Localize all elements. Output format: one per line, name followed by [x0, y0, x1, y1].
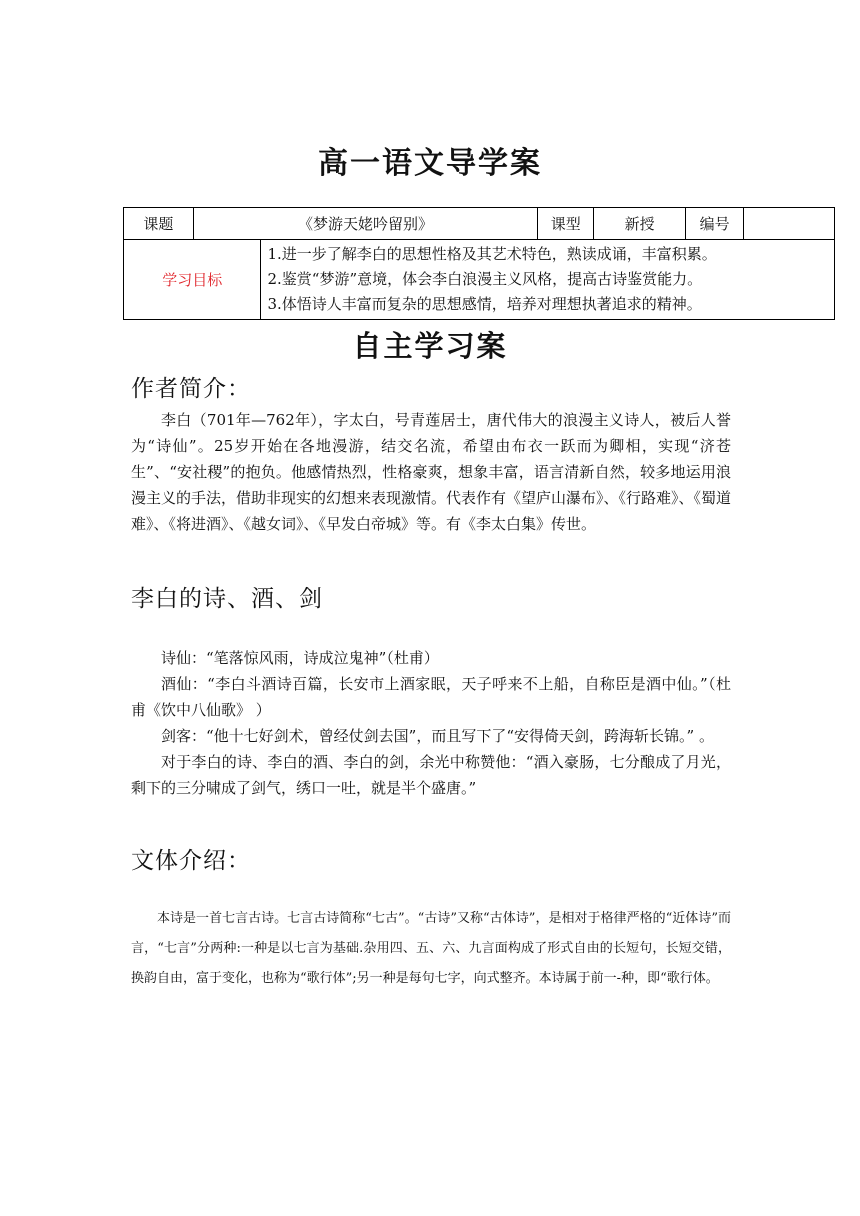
author-paragraph: 李白（701年—762年），字太白，号青莲居士，唐代伟大的浪漫主义诗人，被后人誉为“诗仙”。25岁开始在各地漫游，结交名流，希望由布衣一跃而为卿相，实现“济苍生”、“安社稷”的抱负。他感情热烈，性格豪爽，想象丰富，语言清新自然，较多地运用浪漫主义的手法，借助非现实的幻想来表现激情。代表作有《望庐山瀑布》、《行路难》、《蜀道难》、《将进酒》、《越女词》、《早发白帝城》等。有《李太白集》传世。: [131, 411, 732, 533]
number-value: [744, 208, 835, 240]
course-info-table: [123, 207, 835, 320]
course-info-row: [124, 208, 835, 240]
number-label: 编号: [686, 208, 744, 240]
poetry-line: 剑客：“他十七好剑术，曾经仗剑去国”，而且写下了“安得倚天剑，跨海斩长锦。” 。: [161, 727, 714, 745]
learning-goals-label: 学习目标: [124, 240, 261, 320]
subject-value: 《梦游天姥吟留别》: [193, 208, 537, 240]
subject-label: 课题: [124, 208, 194, 240]
lesson-type-label: 课型: [538, 208, 594, 240]
poetry-lines: [131, 645, 731, 801]
learning-goals-list: [261, 240, 835, 320]
poetry-heading: 李白的诗、酒、剑: [131, 586, 323, 612]
genre-heading: 文体介绍：: [131, 848, 251, 874]
learning-goal-item: 2.鉴赏“梦游”意境，体会李白浪漫主义风格，提高古诗鉴赏能力。: [267, 270, 703, 288]
learning-goal-item: 3.体悟诗人丰富而复杂的思想感情，培养对理想执著追求的精神。: [267, 295, 702, 313]
poetry-line: 诗仙：“笔落惊风雨，诗成泣鬼神”（杜甫）: [161, 649, 439, 667]
author-heading: 作者简介：: [131, 376, 251, 402]
document-title: 高一语文导学案: [318, 146, 542, 181]
genre-paragraph: 本诗是一首七言古诗。七言古诗简称“七古”。“古诗”又称“古体诗”，是相对于格律严格的“近体诗”而言，“七言”分两种:一种是以七言为基础.杂用四、五、六、九言面构成了形式自由的长短句，长短交错，换韵自由，富于变化，也称为“歌行体”;另一种是每句七字，向式整齐。本诗属于前一-种，即“歌行体。: [131, 911, 731, 986]
section-title: 自主学习案: [352, 329, 508, 363]
learning-goals-row: [124, 240, 835, 320]
poetry-line: 酒仙：“李白斗酒诗百篇，长安市上酒家眠，天子呼来不上船，自称臣是酒中仙。”（杜甫《饮中八仙歌》 ）: [131, 675, 731, 719]
learning-goal-item: 1.进一步了解李白的思想性格及其艺术特色，熟读成诵，丰富积累。: [267, 245, 717, 263]
lesson-type-value: 新授: [594, 208, 686, 240]
poetry-line: 对于李白的诗、李白的酒、李白的剑，余光中称赞他：“酒入豪肠，七分酿成了月光，剩下的三分啸成了剑气，绣口一吐，就是半个盛唐。”: [131, 753, 731, 797]
